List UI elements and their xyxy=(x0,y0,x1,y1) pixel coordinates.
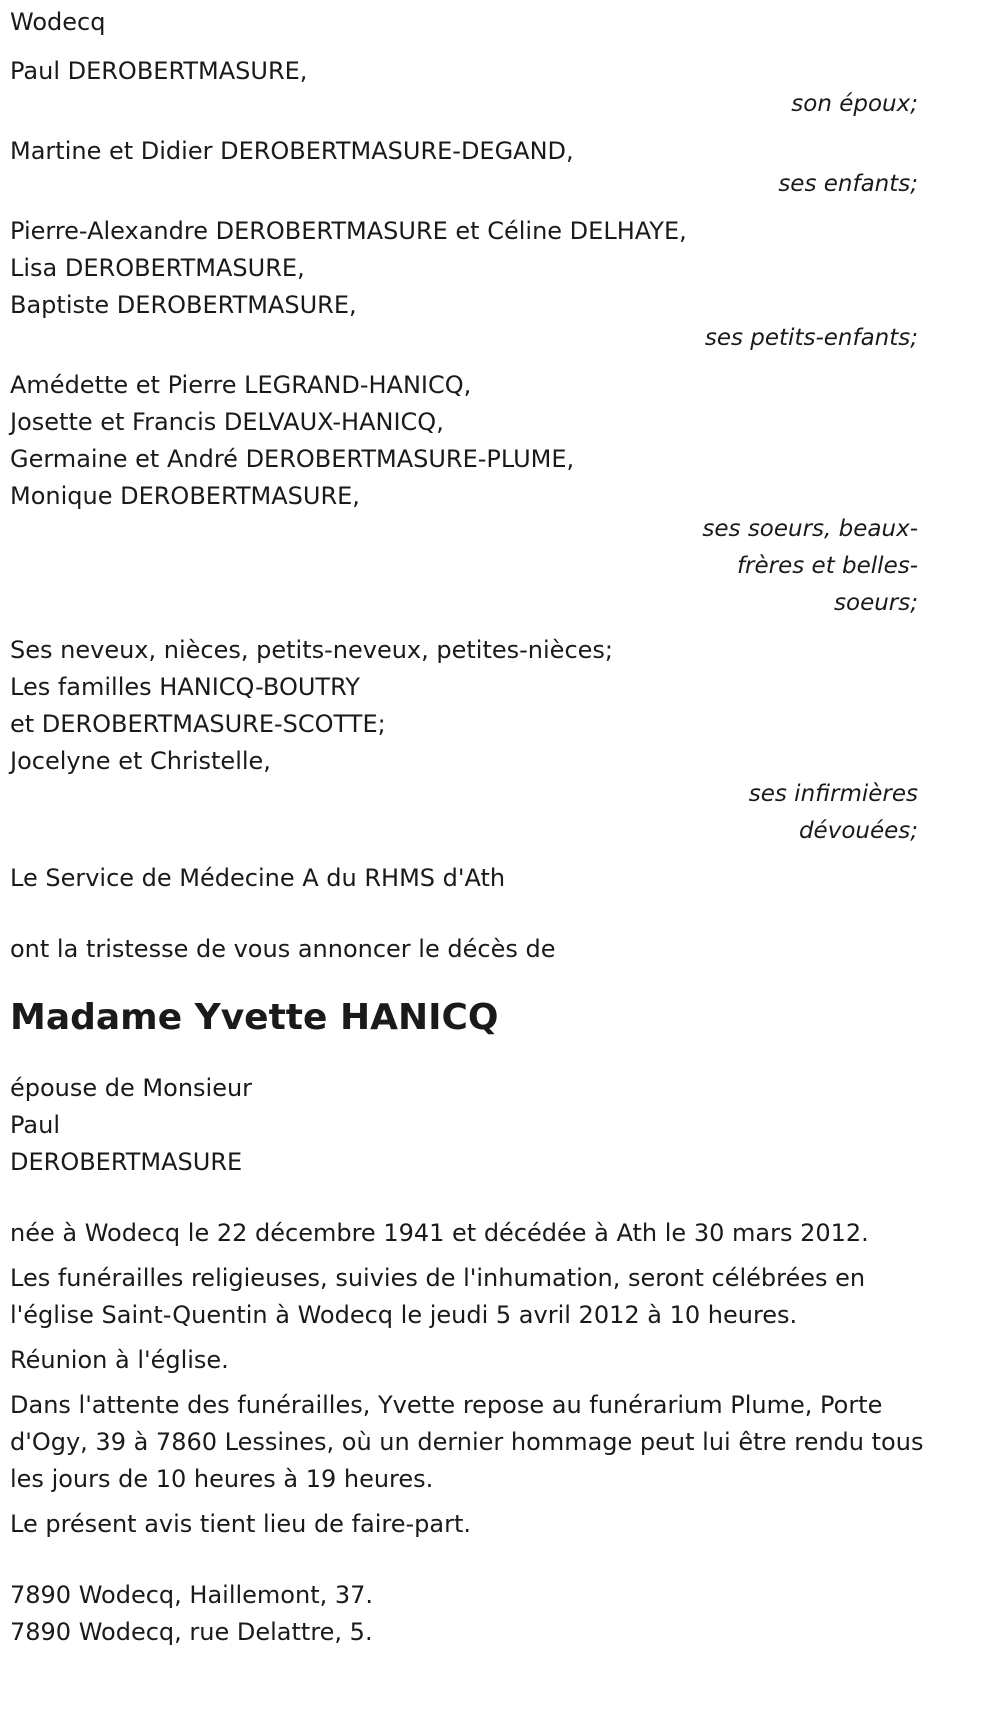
family-group xyxy=(10,367,930,622)
spouse-block xyxy=(10,1070,930,1181)
family-line: Ses neveux, nièces, petits-neveux, petites-nièces; xyxy=(10,636,613,664)
family-line: et DEROBERTMASURE-SCOTTE; xyxy=(10,710,386,738)
address-line: 7890 Wodecq, rue Delattre, 5. xyxy=(10,1618,373,1646)
spouse-line: DEROBERTMASURE xyxy=(10,1148,243,1176)
funerarium-paragraph: Dans l'attente des funérailles, Yvette repose au funérarium Plume, Porte d'Ogy, 39 à 7860 Lessines, où un dernier hommage peut lui être rendu tous les jours de 10 heures à 19 heures. xyxy=(10,1391,924,1493)
relation-label: soeurs; xyxy=(834,590,918,616)
relation-label: son époux; xyxy=(791,91,918,117)
funeral-paragraph: Les funérailles religieuses, suivies de l'inhumation, seront célébrées en l'église Saint-Quentin à Wodecq le jeudi 5 avril 2012 à 10 heures. xyxy=(10,1264,866,1329)
relation-label: ses petits-enfants; xyxy=(704,325,918,351)
relation-label: ses infirmières xyxy=(748,781,918,807)
family-group xyxy=(10,53,930,123)
family-line: Monique DEROBERTMASURE, xyxy=(10,482,360,510)
family-group xyxy=(10,632,930,850)
details-block xyxy=(10,1215,930,1543)
spouse-line: Paul xyxy=(10,1111,60,1139)
family-group xyxy=(10,133,930,203)
notice-paragraph: Le présent avis tient lieu de faire-part. xyxy=(10,1510,472,1538)
relation-label: ses soeurs, beaux- xyxy=(702,516,918,542)
family-line: Amédette et Pierre LEGRAND-HANICQ, xyxy=(10,371,472,399)
family-line: Martine et Didier DEROBERTMASURE-DEGAND, xyxy=(10,137,574,165)
family-line: Paul DEROBERTMASURE, xyxy=(10,57,308,85)
relation-label: frères et belles- xyxy=(736,553,918,579)
deceased-name: Madame Yvette HANICQ xyxy=(10,997,499,1038)
family-line: Lisa DEROBERTMASURE, xyxy=(10,254,305,282)
address-block xyxy=(10,1577,930,1651)
place-header: Wodecq xyxy=(10,8,106,36)
service-line: Le Service de Médecine A du RHMS d'Ath xyxy=(10,864,506,892)
meeting-paragraph: Réunion à l'église. xyxy=(10,1346,229,1374)
relation-label: ses enfants; xyxy=(778,171,918,197)
family-line: Baptiste DEROBERTMASURE, xyxy=(10,291,357,319)
family-line: Germaine et André DEROBERTMASURE-PLUME, xyxy=(10,445,575,473)
family-line: Les familles HANICQ-BOUTRY xyxy=(10,673,360,701)
relation-label: dévouées; xyxy=(798,818,918,844)
spouse-line: épouse de Monsieur xyxy=(10,1074,253,1102)
family-line: Jocelyne et Christelle, xyxy=(10,747,271,775)
obituary-notice xyxy=(0,4,930,1651)
family-group xyxy=(10,213,930,357)
family-line: Josette et Francis DELVAUX-HANICQ, xyxy=(10,408,444,436)
announcement-line: ont la tristesse de vous annoncer le décès de xyxy=(10,935,556,963)
address-line: 7890 Wodecq, Haillemont, 37. xyxy=(10,1581,374,1609)
birth-death-paragraph: née à Wodecq le 22 décembre 1941 et décédée à Ath le 30 mars 2012. xyxy=(10,1219,869,1247)
family-line: Pierre-Alexandre DEROBERTMASURE et Céline DELHAYE, xyxy=(10,217,687,245)
